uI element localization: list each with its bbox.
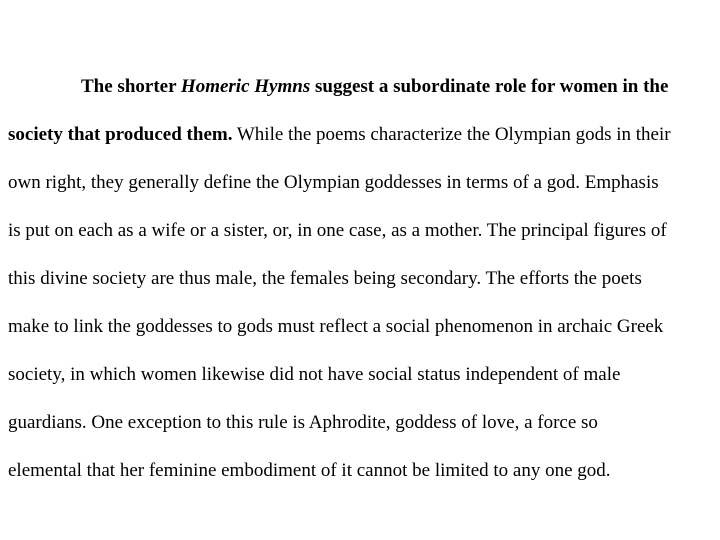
text-line-2 xyxy=(8,124,671,146)
text-line-9: elemental that her feminine embodiment of it cannot be limited to any one god. xyxy=(8,460,611,481)
text-line-3: own right, they generally define the Olympian goddesses in terms of a god. Emphasis xyxy=(8,172,659,193)
text-line-8: guardians. One exception to this rule is Aphrodite, goddess of love, a force so xyxy=(8,412,598,433)
bold-text: suggest a subordinate role for women in the xyxy=(310,76,669,97)
text-line-4: is put on each as a wife or a sister, or, in one case, as a mother. The principal figures of xyxy=(8,220,667,241)
text-line-5: this divine society are thus male, the females being secondary. The efforts the poets xyxy=(8,268,642,289)
text-line-1 xyxy=(81,76,668,98)
bold-text: society that produced them. xyxy=(8,124,233,145)
bold-text: The shorter xyxy=(81,76,181,97)
italic-title-homeric-hymns: Homeric Hymns xyxy=(180,76,311,97)
plain-text: While the poems characterize the Olympian gods in their xyxy=(232,124,671,145)
text-line-7: society, in which women likewise did not have social status independent of male xyxy=(8,364,621,385)
text-line-6: make to link the goddesses to gods must reflect a social phenomenon in archaic Greek xyxy=(8,316,664,337)
